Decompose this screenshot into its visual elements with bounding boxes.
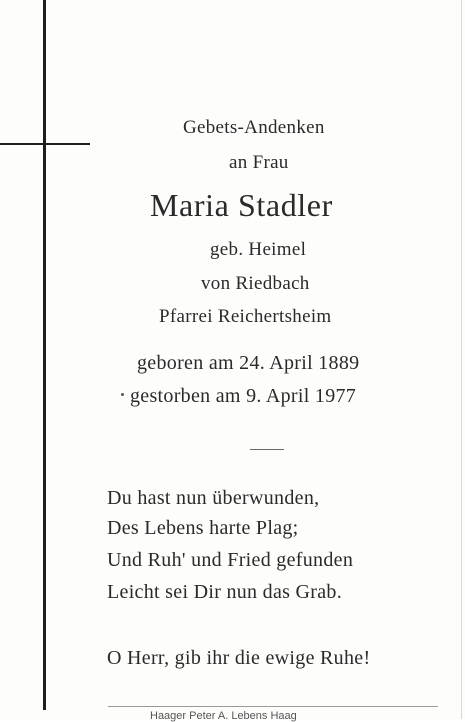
deceased-name: Maria Stadler [150, 187, 333, 223]
print-speck [121, 393, 124, 396]
header-line-2: an Frau [229, 152, 289, 173]
origin-line: von Riedbach [201, 273, 310, 294]
bottom-rule [108, 706, 438, 707]
cross-horizontal-bar [0, 143, 90, 145]
verse-line-1: Du hast nun überwunden, [107, 487, 320, 509]
printer-imprint: Haager Peter A. Lebens Haag [150, 710, 297, 722]
cross-vertical-bar [43, 0, 46, 710]
prayer-line: O Herr, gib ihr die ewige Ruhe! [107, 647, 371, 669]
birth-date-line: geboren am 24. April 1889 [137, 352, 360, 374]
header-line-1: Gebets-Andenken [183, 117, 325, 138]
section-divider [250, 449, 284, 450]
parish-line: Pfarrei Reichertsheim [159, 306, 332, 327]
card-edge [461, 0, 462, 719]
maiden-name: geb. Heimel [210, 239, 307, 260]
verse-line-2: Des Lebens harte Plag; [107, 517, 299, 539]
death-date-line: gestorben am 9. April 1977 [130, 385, 357, 407]
verse-line-3: Und Ruh' und Fried gefunden [107, 549, 354, 571]
verse-line-4: Leicht sei Dir nun das Grab. [107, 581, 343, 603]
